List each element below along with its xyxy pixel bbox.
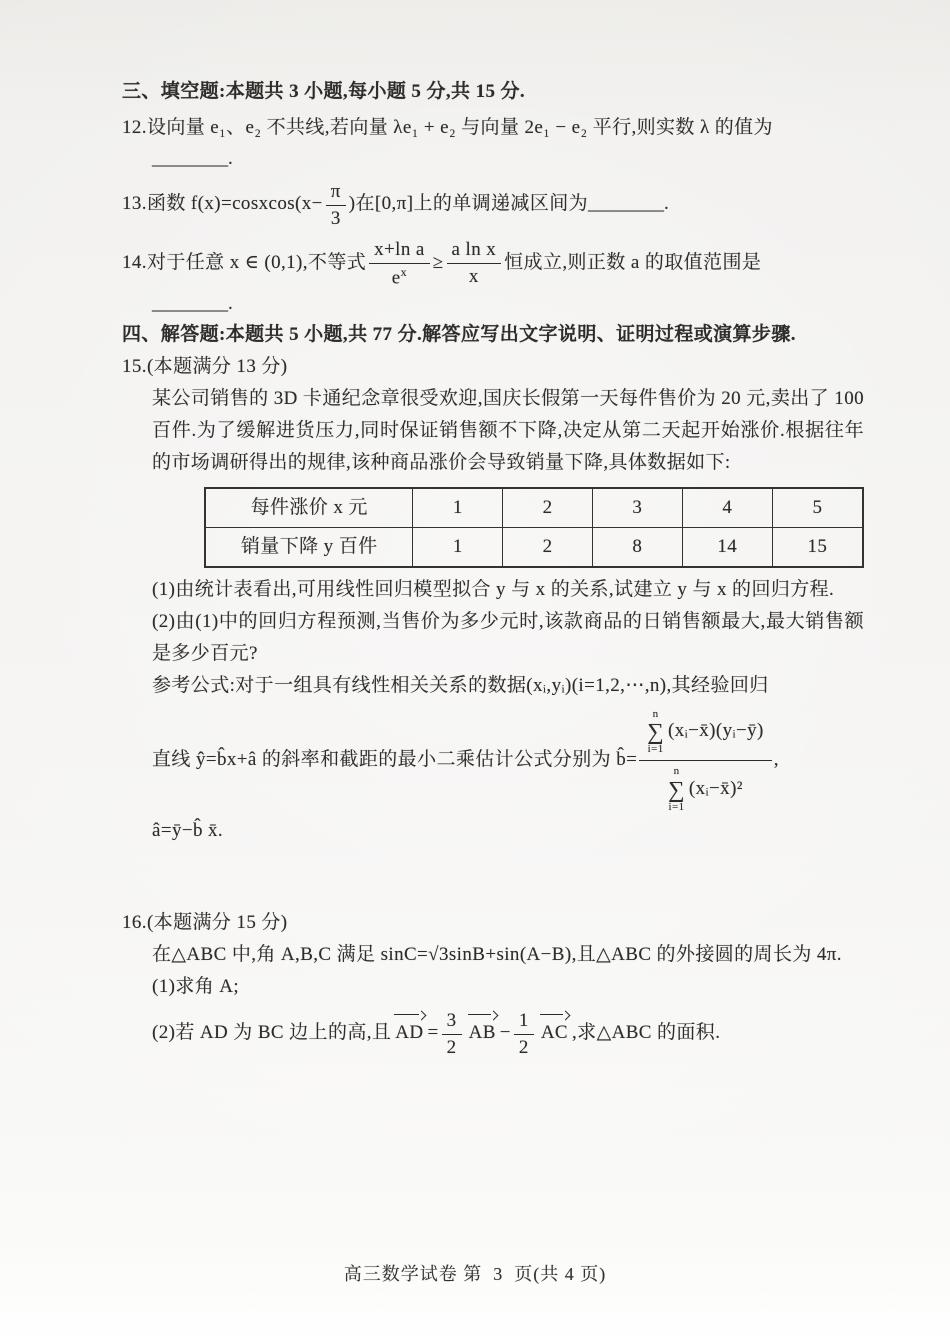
fraction-denominator [369,264,430,289]
denominator-base: e [391,266,401,288]
sum-upper-limit: n [652,707,659,720]
geq-symbol: ≥ [432,251,444,273]
question-13-answer-blank: ________ [588,193,665,215]
fraction-denominator: 2 [446,1037,457,1059]
denominator-exponent: x [400,264,408,279]
question-12-text: 12.设向量 e₁、e₂ 不共线,若向量 λe₁ + e₂ 与向量 2e₁ − e₂ 平行,则实数 λ 的值为 [122,117,773,138]
minus-sign: − [499,1022,511,1044]
question-14-post: 恒成立,则正数 a 的取值范围是 [504,251,762,273]
fraction-numerator: a ln x [447,238,502,264]
sigma-icon: ∑ [668,776,685,802]
question-13-pre: 13.函数 f(x)=cosxcos(x− [122,193,323,215]
fraction-numerator: 3 [442,1009,462,1035]
section-4-heading: 四、解答题:本题共 5 小题,共 77 分.解答应写出文字说明、证明过程或演算步骤. [122,323,796,345]
slope-formula-pre: 直线 ŷ=b̂x+â 的斜率和截距的最小二乘估计公式分别为 b̂= [152,748,638,770]
table-row-price [205,488,863,528]
fraction-denominator: 3 [330,207,341,229]
table-cell: 1 [413,527,503,567]
sigma-icon: ∑ [647,719,665,745]
vector-AB [466,1011,499,1049]
one-half-fraction [514,1009,534,1059]
question-13-period: . [664,193,670,215]
question-16-title: 16.(本题满分 15 分) [122,912,288,934]
table-cell: 5 [772,488,863,528]
table-row-header-price: 每件涨价 x 元 [205,488,413,528]
question-14-answer-blank: ________ [152,292,228,314]
question-12-answer-line [152,144,864,174]
three-halves-fraction [442,1009,462,1059]
vector-label: AC [540,1022,569,1044]
least-squares-fraction [639,706,772,816]
fraction-numerator: 1 [514,1009,534,1035]
sum-upper-limit: n [673,764,680,777]
question-13-post: )在[0,π]上的单调递减区间为 [348,193,589,215]
lhs-fraction [369,238,430,289]
table-cell: 3 [592,488,682,528]
lsq-denominator [639,761,772,815]
part2-pre: (2)若 AD 为 BC 边上的高,且 [152,1022,392,1044]
fraction-numerator: x+ln a [369,238,430,264]
sum-notation [668,765,685,813]
table-cell: 14 [682,527,772,567]
question-14-answer-line [152,289,864,319]
pi-over-3-fraction [326,180,346,230]
vector-label: AB [468,1022,496,1044]
sum-notation [647,708,664,756]
question-15-part2: (2)由(1)中的回归方程预测,当售价为多少元时,该款商品的日销售额最大,最大销售额是多少百元? [152,610,864,664]
rhs-fraction [447,238,502,288]
question-16-intro: 在△ABC 中,角 A,B,C 满足 sinC=√3sinB+sin(A−B),且△ABC 的外接圆的周长为 4π. [152,944,842,966]
question-14-period: . [228,292,234,314]
fraction-numerator: π [326,180,346,206]
lsq-numerator [639,706,772,761]
vector-AD [392,1011,426,1049]
question-14 [122,238,864,289]
question-14-pre: 14.对于任意 x ∈ (0,1),不等式 [122,251,367,273]
section-3-heading: 三、填空题:本题共 3 小题,每小题 5 分,共 15 分. [122,81,526,102]
question-16-part1: (1)求角 A; [152,976,240,998]
exam-content [122,76,864,1059]
table-cell: 2 [503,488,593,528]
question-12 [122,112,864,144]
q15-intercept-formula: â=ȳ−b̂ x̄. [152,820,224,842]
denominator-expression: (xᵢ−x̄)² [688,777,743,799]
q15-reference-intro: 参考公式:对于一组具有线性相关关系的数据(xᵢ,yᵢ)(i=1,2,⋯,n),其经验回归 [152,674,769,696]
table-row-header-sales: 销量下降 y 百件 [205,527,413,567]
formula-comma: , [773,748,779,770]
fraction-denominator: x [468,266,479,288]
question-12-answer-blank: ________ [152,148,228,169]
vector-label: AD [395,1022,424,1044]
numerator-expression: (xᵢ−x̄)(yᵢ−ȳ) [668,720,764,742]
equals-sign: = [427,1022,439,1044]
vector-AC [538,1011,571,1049]
question-15-part1: (1)由统计表看出,可用线性回归模型拟合 y 与 x 的关系,试建立 y 与 x 的回归方程. [152,578,835,600]
table-cell: 8 [592,527,682,567]
page-footer: 高三数学试卷 第 3 页(共 4 页) [343,1264,607,1284]
q15-data-table [204,487,864,568]
part2-post: ,求△ABC 的面积. [572,1022,721,1044]
question-13 [122,180,864,230]
question-12-period: . [228,148,234,169]
question-15-intro: 某公司销售的 3D 卡通纪念章很受欢迎,国庆长假第一天每件售价为 20 元,卖出了 100 百件.为了缓解进货压力,同时保证销售额不下降,决定从第二天起开始涨价.根据往年的市场调研得出的规律,该种商品涨价会导致销量下降,具体数据如下: [152,387,864,473]
question-16-part2 [152,1009,864,1059]
table-cell: 1 [413,488,503,528]
table-cell: 2 [503,527,593,567]
table-cell: 15 [772,527,863,567]
table-cell: 4 [682,488,772,528]
q15-slope-formula [152,706,864,816]
fraction-denominator: 2 [518,1037,529,1059]
question-15-title: 15.(本题满分 13 分) [122,355,288,377]
sum-lower-limit: i=1 [668,800,685,813]
sum-lower-limit: i=1 [647,743,664,756]
table-row-sales-drop [205,527,863,567]
